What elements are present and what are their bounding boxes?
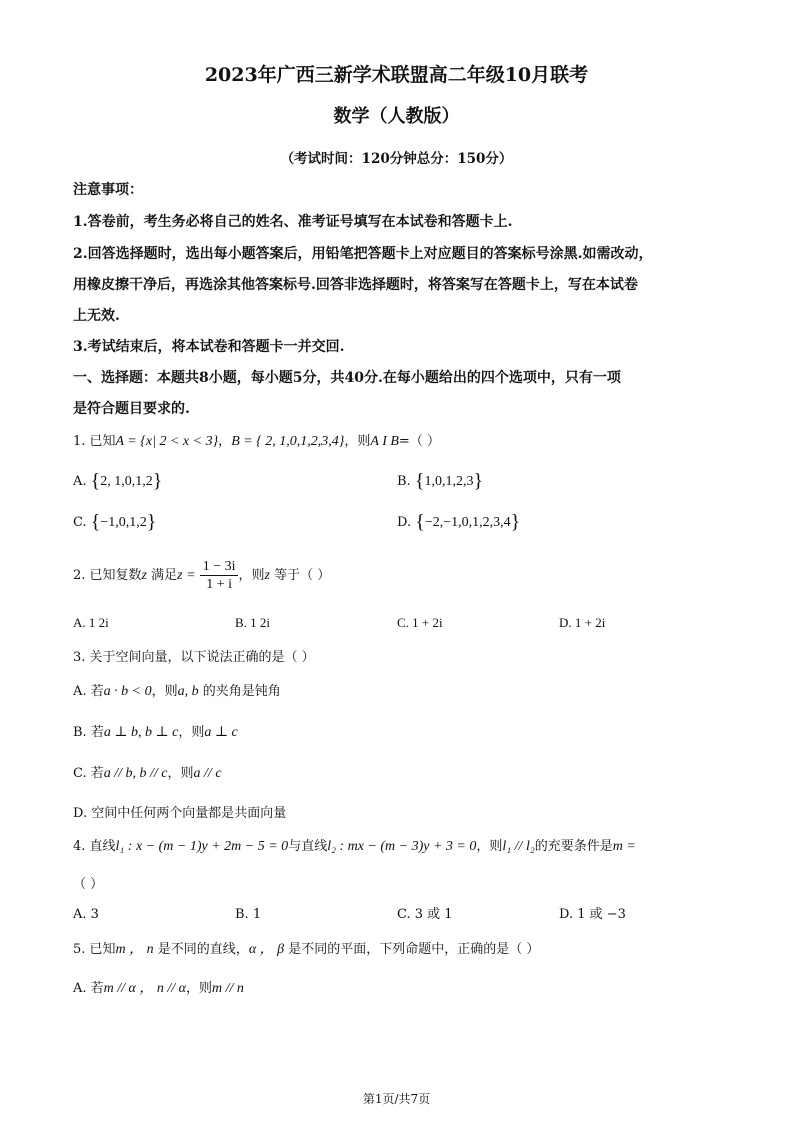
note-item-2-line-3: 上无效. [73, 308, 120, 324]
q4-option-c: C. 3 或 1 [397, 907, 453, 922]
q2-var-2: z [264, 568, 270, 583]
q2-numerator: 1 − 3i [200, 558, 239, 576]
q1-option-d-value: −2,−1,0,1,2,3,4 [424, 515, 511, 530]
q2-option-b: B. 1 2i [235, 615, 271, 630]
q3-a-expr2: a, b [177, 684, 199, 699]
q1-option-a: A. {2, 1,0,1,2} [73, 470, 163, 492]
q3-a-prefix: A. 若 [73, 684, 104, 699]
q4-l1: l₁ : x − (m − 1)y + 2m − 5 = 0 [115, 839, 289, 854]
q5-a-expr2: m // n [212, 981, 244, 996]
q1-then: ，则 [344, 434, 371, 449]
q1-tail: =（ ） [398, 434, 440, 449]
q4-l2: l₂ : mx − (m − 3)y + 3 = 0 [327, 839, 477, 854]
q5-mid2: 是不同的平面，下列命题中，正确的是（ ） [284, 942, 540, 957]
q3-c-mid: ，则 [167, 766, 194, 781]
note-item-3: 3.考试结束后，将本试卷和答题卡一并交回. [73, 339, 345, 355]
q5-a-expr: m // α ， n // α [103, 981, 187, 996]
exam-info: （考试时间：120分钟总分：150分） [280, 151, 513, 167]
question-2-stem [73, 557, 330, 595]
q4-option-d: D. 1 或 −3 [559, 907, 626, 922]
q5-option-a [73, 980, 244, 998]
q2-then: ，则 [238, 568, 265, 583]
q2-option-d: D. 1 + 2i [559, 615, 606, 630]
question-5-stem [73, 941, 539, 959]
q2-satisfy: 满足 [147, 568, 178, 583]
q3-c-expr: a // b, b // c [103, 766, 168, 781]
q5-prefix: 5. 已知 [73, 942, 116, 957]
exam-subtitle: 数学（人教版） [333, 106, 460, 127]
q2-prefix: 2. 已知复数 [73, 568, 142, 583]
exam-title: 2023年广西三新学术联盟高二年级10月联考 [204, 64, 589, 86]
q5-mid1: 是不同的直线， [153, 942, 249, 957]
q5-mn: m ， n [115, 942, 154, 957]
note-item-2-line-1: 2.回答选择题时，选出每小题答案后，用铅笔把答题卡上对应题目的答案标号涂黑.如需改动， [73, 246, 653, 262]
q4-eq: m = [612, 839, 636, 854]
q4-tail: 的充要条件是 [534, 839, 613, 854]
q1-option-c: C. {−1,0,1,2} [73, 511, 157, 533]
q3-option-c [73, 765, 222, 783]
q3-b-expr: a ⊥ b, b ⊥ c [103, 725, 179, 740]
q2-option-a: A. 1 2i [73, 615, 109, 630]
notes-heading: 注意事项： [73, 182, 143, 198]
q1-option-c-value: −1,0,1,2 [100, 515, 147, 530]
q1-option-a-label: A. [73, 474, 87, 489]
q2-fraction [200, 558, 239, 593]
q2-tail: 等于（ ） [269, 568, 331, 583]
q3-option-a [73, 683, 281, 701]
q3-option-d: D. 空间中任何两个向量都是共面向量 [73, 806, 287, 821]
q3-c-prefix: C. 若 [73, 766, 104, 781]
q4-with: 与直线 [288, 839, 328, 854]
q2-var: z [141, 568, 147, 583]
q3-b-mid: ，则 [178, 725, 205, 740]
section-heading-line-2: 是符合题目要求的. [73, 401, 190, 417]
q2-denominator: 1 + i [206, 577, 232, 592]
q3-a-expr: a · b < 0 [103, 684, 152, 699]
q1-expr: A I B [370, 434, 399, 449]
question-1-stem [73, 433, 440, 451]
q1-sep: ， [218, 434, 232, 449]
q4-paren: （ ） [73, 877, 104, 892]
q4-then: ，则 [476, 839, 503, 854]
q1-option-b-value: 1,0,1,2,3 [424, 474, 474, 489]
q2-lhs: z = [177, 568, 196, 583]
q1-prefix: 1. 已知 [73, 434, 116, 449]
q1-option-b: B. {1,0,1,2,3} [397, 470, 484, 492]
note-item-1: 1.答卷前，考生务必将自己的姓名、准考证号填写在本试卷和答题卡上. [73, 214, 513, 230]
q1-option-d: D. {−2,−1,0,1,2,3,4} [397, 511, 521, 533]
q4-option-a: A. 3 [73, 907, 99, 922]
q3-a-tail: 的夹角是钝角 [198, 684, 281, 699]
page-footer: 第1页/共7页 [362, 1092, 431, 1106]
section-heading-line-1: 一、选择题：本题共8小题，每小题5分，共40分.在每小题给出的四个选项中，只有一项 [73, 370, 621, 386]
q1-set-a: A = {x| 2 < x < 3} [115, 434, 219, 449]
q2-option-c: C. 1 + 2i [397, 615, 443, 630]
q3-b-prefix: B. 若 [73, 725, 104, 740]
note-item-2-line-2: 用橡皮擦干净后，再选涂其他答案标号.回答非选择题时，将答案写在答题卡上，写在本试卷 [73, 277, 638, 293]
q4-prefix: 4. 直线 [73, 839, 116, 854]
q4-option-b: B. 1 [235, 907, 262, 922]
q1-option-c-label: C. [73, 515, 87, 530]
q1-option-b-label: B. [397, 474, 411, 489]
q5-a-mid: ，则 [186, 981, 213, 996]
question-3-stem: 3. 关于空间向量，以下说法正确的是（ ） [73, 650, 315, 665]
q3-c-expr2: a // c [193, 766, 222, 781]
q3-option-b [73, 724, 238, 742]
q3-a-mid: ，则 [151, 684, 178, 699]
q5-a-prefix: A. 若 [73, 981, 104, 996]
q3-b-expr2: a ⊥ c [204, 725, 238, 740]
question-4-stem [73, 838, 636, 856]
q5-ab: α ， β [248, 942, 285, 957]
q4-cond: l₁ // l₂ [502, 839, 535, 854]
q1-option-a-value: 2, 1,0,1,2 [100, 474, 153, 489]
q1-option-d-label: D. [397, 515, 412, 530]
q1-set-b: B = { 2, 1,0,1,2,3,4} [231, 434, 345, 449]
